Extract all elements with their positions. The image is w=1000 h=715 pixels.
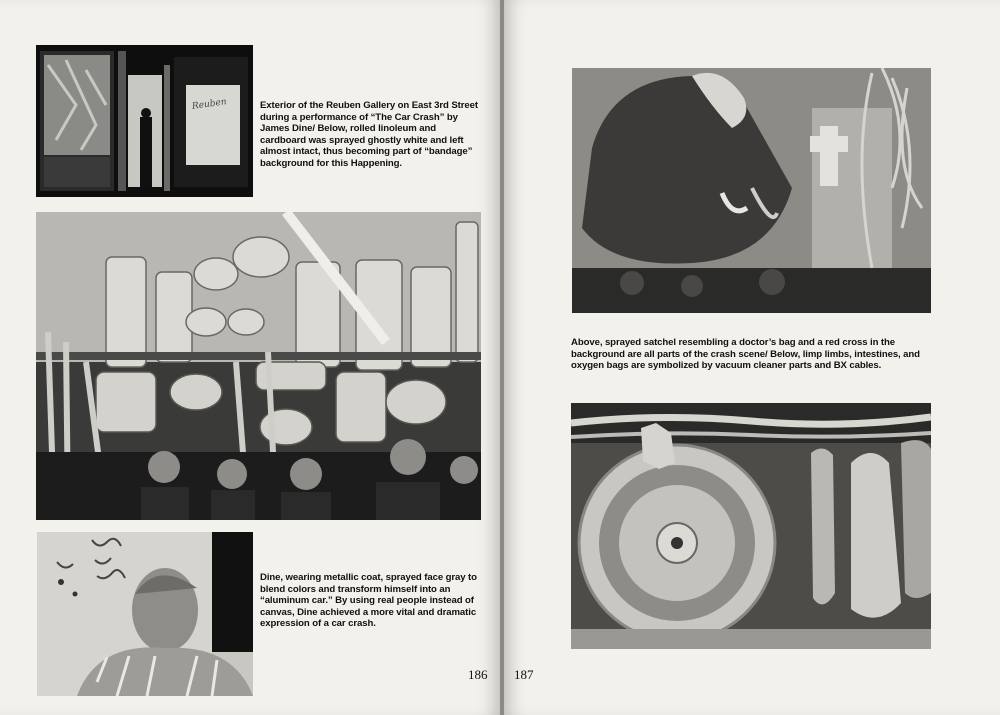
- photo-rolled-linoleum: [36, 212, 481, 520]
- left-page-number: 186: [468, 667, 488, 682]
- photo-sprayed-satchel: [572, 68, 931, 313]
- photo-tire-and-bags: [571, 403, 931, 649]
- bottom-caption: Dine, wearing metallic coat, sprayed face gray to blend colors and transform himself into an “aluminum car.” By using real people instead of canvas, Dine achieved a more vital and dramatic expression of a car crash.: [260, 572, 477, 630]
- middle-caption: Above, sprayed satchel resembling a doctor’s bag and a red cross in the background are all parts of the crash scene/ Below, limp limbs, intestines, and oxygen bags are symbolized by vacuum cleaner parts and BX cables.: [571, 337, 920, 372]
- top-caption: Exterior of the Reuben Gallery on East 3rd Street during a performance of “The Car Crash” by James Dine/ Below, rolled linoleum and cardboard was sprayed ghostly white and left almost intact, thus becoming part of “bandage” background for this Happening.: [260, 100, 478, 169]
- right-page-number: 187: [514, 667, 534, 682]
- svg-text:Reuben: Reuben: [191, 97, 228, 112]
- right-page: [504, 0, 1000, 715]
- photo-dine-portrait: [37, 532, 253, 696]
- photo-gallery-exterior: [36, 45, 253, 197]
